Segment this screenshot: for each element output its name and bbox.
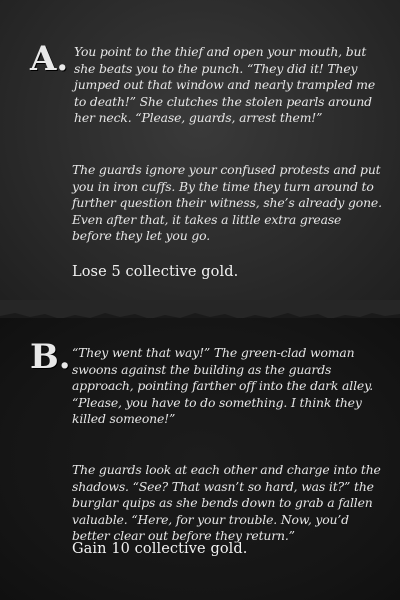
option-b-outcome: Gain 10 collective gold. (72, 541, 248, 557)
option-a-outcome: Lose 5 collective gold. (72, 264, 239, 280)
option-a-letter: A. (30, 39, 69, 79)
option-a-paragraph-2: The guards ignore your confused protests and put you in iron cuffs. By the time they turn around to further question their witness, she’s already gone. Even after that, it takes a little extra grease before they let you go. (72, 162, 382, 243)
option-b-paragraph-2: The guards look at each other and charge into the shadows. “See? That wasn’t so hard, was it?” the burglar quips as she bends down to grab a fallen valuable. “Here, for your trouble. Now, you’d better clear out before they return.” (72, 462, 381, 543)
option-b-paragraph-1: “They went that way!” The green-clad woman swoons against the building as the guards approach, pointing farther off into the dark alley. “Please, you have to do something. I think they killed someone!” (72, 345, 374, 426)
option-b-letter: B. (30, 337, 71, 377)
option-a-paragraph-1: You point to the thief and open your mouth, but she beats you to the punch. “They did it! They jumped out that window and nearly trampled me to death!” She clutches the stolen pearls around her neck. “Please, guards, arrest them!” (74, 44, 376, 125)
